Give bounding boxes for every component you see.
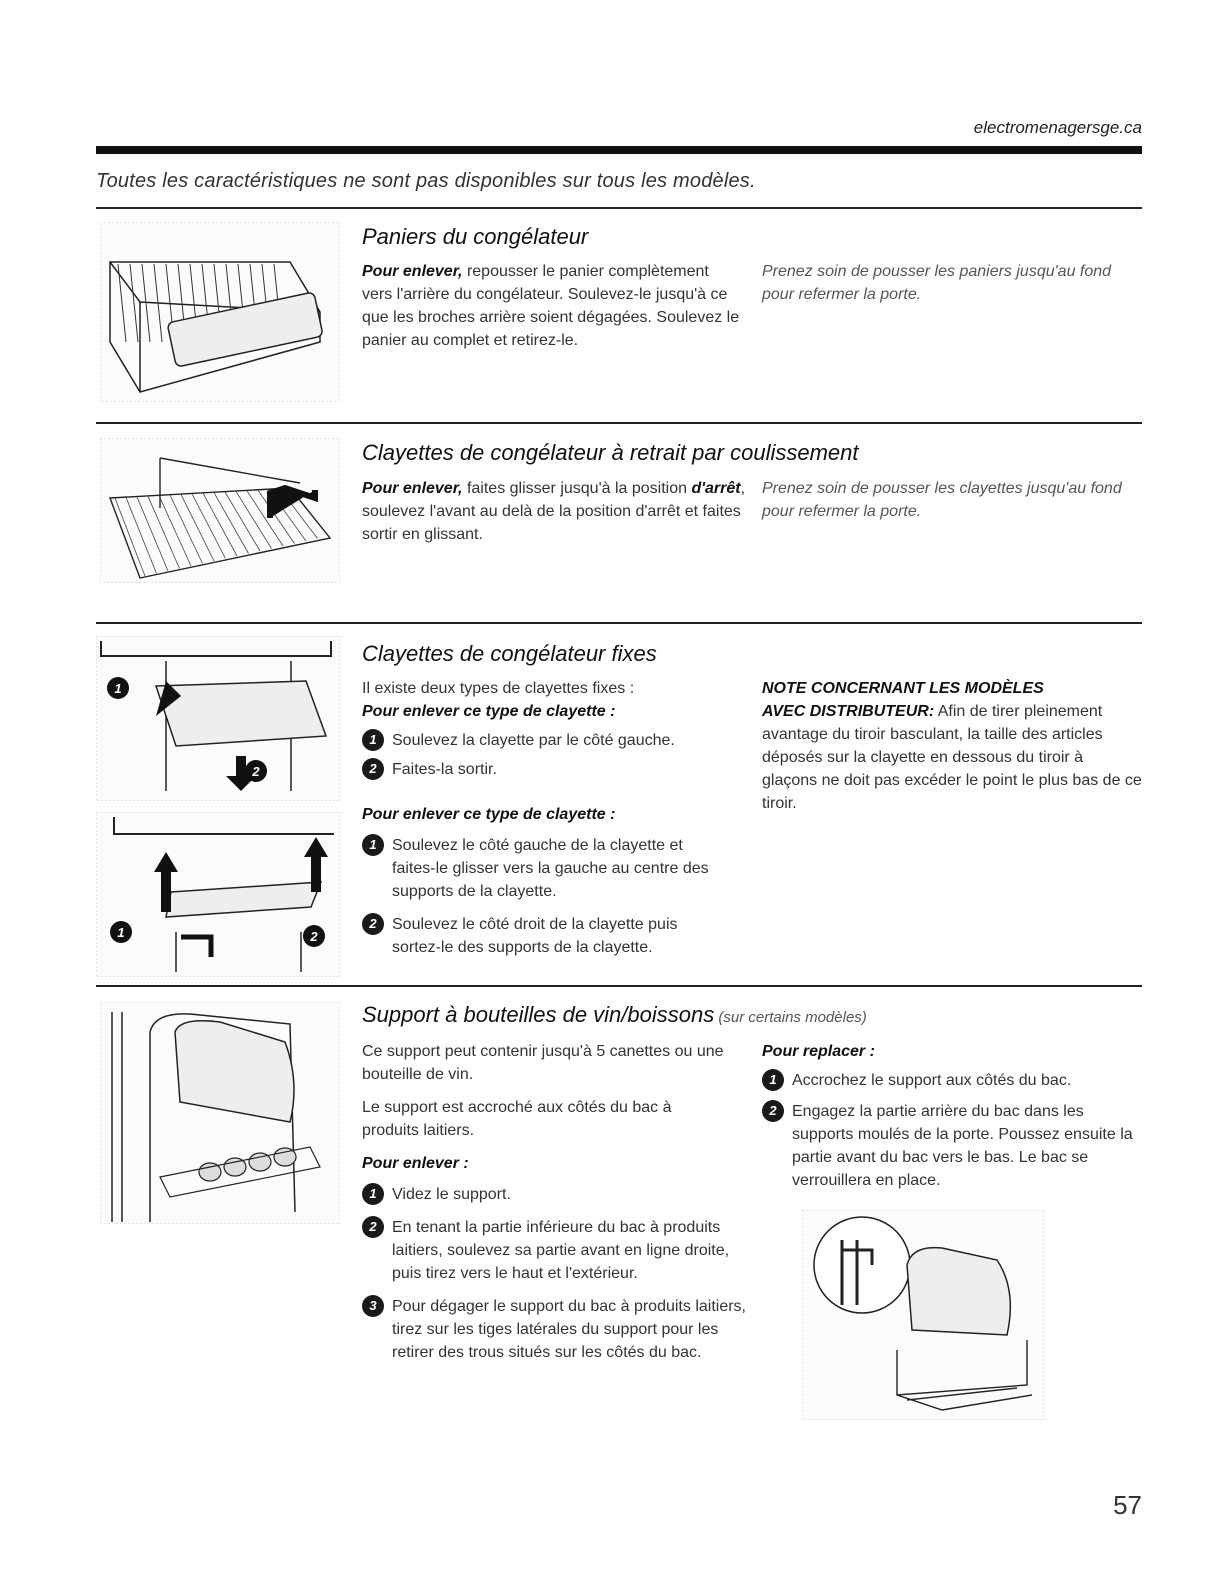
step-number-1: 1	[362, 729, 384, 751]
step-number-2: 2	[362, 758, 384, 780]
replace-heading: Pour replacer :	[762, 1043, 875, 1060]
page-number: 57	[1113, 1490, 1142, 1520]
header-rule	[96, 146, 1142, 154]
tagline: Toutes les caractéristiques ne sont pas disponibles sur tous les modèles.	[96, 170, 756, 192]
step-number-2: 2	[762, 1100, 784, 1122]
wine-rack-attachment: Le support est accroché aux côtés du bac à produits laitiers.	[362, 1099, 672, 1139]
dispenser-models-note: NOTE CONCERNANT LES MODÈLES AVEC DISTRIBUTEUR: Afin de tirer pleinement avantage du tiroir basculant, la taille des articles déposés sur la clayette en dessous du tiroir à glaçons ne doit pas excéder le point le plus bas de ce tiroir.	[762, 680, 1142, 812]
step-marker-2: 2	[252, 764, 260, 779]
section-title-sliding-shelves: Clayettes de congélateur à retrait par coulissement	[362, 440, 859, 465]
step-marker-2: 2	[310, 929, 318, 944]
list-item: 1 Soulevez le côté gauche de la clayette et faites-le glisser vers la gauche au centre des supports de la clayette.	[362, 834, 742, 903]
list-item: 1 Soulevez la clayette par le côté gauche.	[362, 729, 742, 752]
list-item: 1 Videz le support.	[362, 1183, 747, 1206]
section-divider	[96, 622, 1142, 624]
section-divider	[96, 207, 1142, 209]
list-item: 2 En tenant la partie inférieure du bac à produits laitiers, soulevez sa partie avant en ligne droite, puis tirez vers le haut et l'extérieur.	[362, 1216, 747, 1285]
section-title-baskets: Paniers du congélateur	[362, 224, 589, 249]
fixed-shelves-intro: Il existe deux types de clayettes fixes :	[362, 680, 635, 697]
section-title-fixed-shelves: Clayettes de congélateur fixes	[362, 641, 657, 666]
wine-rack-capacity: Ce support peut contenir jusqu'à 5 canettes ou une bouteille de vin.	[362, 1043, 724, 1083]
freezer-basket-illustration	[100, 222, 340, 402]
wine-rack-replace-illustration	[802, 1210, 1045, 1420]
list-item: 2 Faites-la sortir.	[362, 758, 742, 781]
sliding-shelf-illustration	[100, 438, 340, 583]
step-number-1: 1	[762, 1069, 784, 1091]
sliding-shelves-instructions: Pour enlever, faites glisser jusqu'à la position d'arrêt, soulevez l'avant au delà de la position d'arrêt et faites sortir en glissant.	[362, 480, 746, 543]
list-item: 3 Pour dégager le support du bac à produits laitiers, tirez sur les tiges latérales du support pour les retirer des trous situés sur les côtés du bac.	[362, 1295, 747, 1364]
wine-rack-right-column	[762, 1040, 1142, 1198]
section-divider	[96, 985, 1142, 987]
list-item: 2 Engagez la partie arrière du bac dans les supports moulés de la porte. Poussez ensuite la partie avant du bac vers le bas. Le bac se verrouillera en place.	[762, 1100, 1142, 1192]
fixed-shelves-instructions	[362, 677, 742, 965]
wine-rack-illustration	[100, 1002, 340, 1224]
fixed-shelf-type-b-illustration	[96, 812, 341, 977]
wine-rack-left-column	[362, 1040, 747, 1370]
section-divider	[96, 422, 1142, 424]
remove-heading: Pour enlever :	[362, 1155, 469, 1172]
sliding-shelves-note: Prenez soin de pousser les clayettes jusqu'au fond pour refermer la porte.	[762, 480, 1122, 520]
type-a-heading: Pour enlever ce type de clayette :	[362, 703, 616, 720]
list-item: 1 Accrochez le support aux côtés du bac.	[762, 1069, 1142, 1092]
step-number-3: 3	[362, 1295, 384, 1317]
baskets-note: Prenez soin de pousser les paniers jusqu'au fond pour refermer la porte.	[762, 263, 1112, 303]
fixed-shelf-type-a-illustration	[96, 636, 341, 801]
section-title-wine-rack: Support à bouteilles de vin/boissons (sur certains modèles)	[362, 1002, 867, 1027]
list-item: 2 Soulevez le côté droit de la clayette puis sortez-le des supports de la clayette.	[362, 913, 742, 959]
step-marker-1: 1	[117, 925, 125, 940]
step-marker-1: 1	[114, 681, 122, 696]
step-number-1: 1	[362, 1183, 384, 1205]
site-url: electromenagersge.ca	[973, 118, 1142, 137]
type-b-heading: Pour enlever ce type de clayette :	[362, 806, 616, 823]
baskets-instructions: Pour enlever, repousser le panier complètement vers l'arrière du congélateur. Soulevez-le jusqu'à ce que les broches arrière soient dégagées. Soulevez le panier au complet et retirez-le.	[362, 263, 740, 349]
step-number-2: 2	[362, 913, 384, 935]
step-number-2: 2	[362, 1216, 384, 1238]
step-number-1: 1	[362, 834, 384, 856]
